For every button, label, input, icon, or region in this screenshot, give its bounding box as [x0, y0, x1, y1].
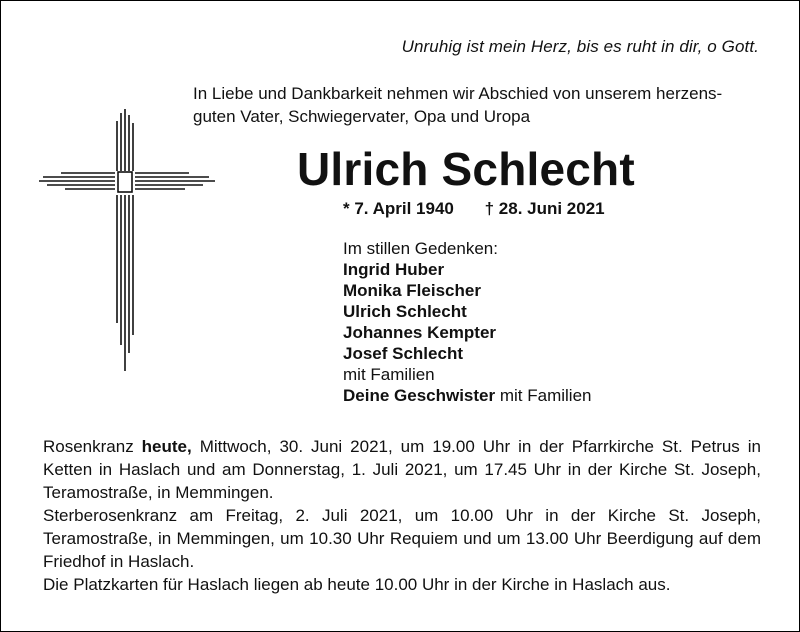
- mourner-name: Josef Schlecht: [343, 344, 463, 363]
- seating-paragraph: Die Platzkarten für Haslach liegen ab heute 10.00 Uhr in der Kirche in Haslach aus.: [43, 575, 671, 594]
- deceased-name: Ulrich Schlecht: [297, 143, 635, 195]
- mourner-name: Monika Fleischer: [343, 281, 481, 300]
- siblings-line: [343, 385, 591, 406]
- siblings-suffix: mit Familien: [495, 386, 592, 405]
- mourner-name: Johannes Kempter: [343, 323, 497, 342]
- rosary-paragraph: [43, 435, 761, 504]
- intro-text: [193, 82, 763, 128]
- funeral-paragraph: Sterberosenkranz am Freitag, 2. Juli 2021, um 10.00 Uhr in der Kirche St. Joseph, Teramostraße, in Memmingen, um 10.30 Uhr Requiem und um 13.00 Uhr Beerdigung auf dem Friedhof in Haslach.: [43, 506, 761, 571]
- intro-line-1: In Liebe und Dankbarkeit nehmen wir Abschied von unserem herzens-: [193, 84, 723, 103]
- birth-date: * 7. April 1940: [343, 199, 454, 218]
- death-date: † 28. Juni 2021: [484, 199, 605, 218]
- rosary-text: Mittwoch, 30. Juni 2021, um 19.00 Uhr in der Pfarrkirche St. Petrus in Ketten in Haslach und am Donnerstag, 1. Juli 2021, um 17.45 Uhr in der Kirche St. Joseph, Teramostraße, in Memmingen.: [43, 437, 761, 502]
- with-family-note: mit Familien: [343, 365, 435, 384]
- intro-line-2: guten Vater, Schwiegervater, Opa und Uropa: [193, 107, 531, 126]
- service-details: [43, 435, 761, 596]
- rosary-prefix: Rosenkranz: [43, 437, 142, 456]
- rosary-today: heute,: [141, 437, 192, 456]
- cross-icon: [39, 109, 219, 384]
- mourner-name: Ingrid Huber: [343, 260, 445, 279]
- life-dates: [343, 199, 605, 219]
- motto: Unruhig ist mein Herz, bis es ruht in dir, o Gott.: [401, 37, 759, 56]
- siblings-label: Deine Geschwister: [343, 386, 496, 405]
- mourner-name: Ulrich Schlecht: [343, 302, 467, 321]
- mourners-heading: Im stillen Gedenken:: [343, 239, 498, 258]
- mourners-list: [343, 238, 591, 406]
